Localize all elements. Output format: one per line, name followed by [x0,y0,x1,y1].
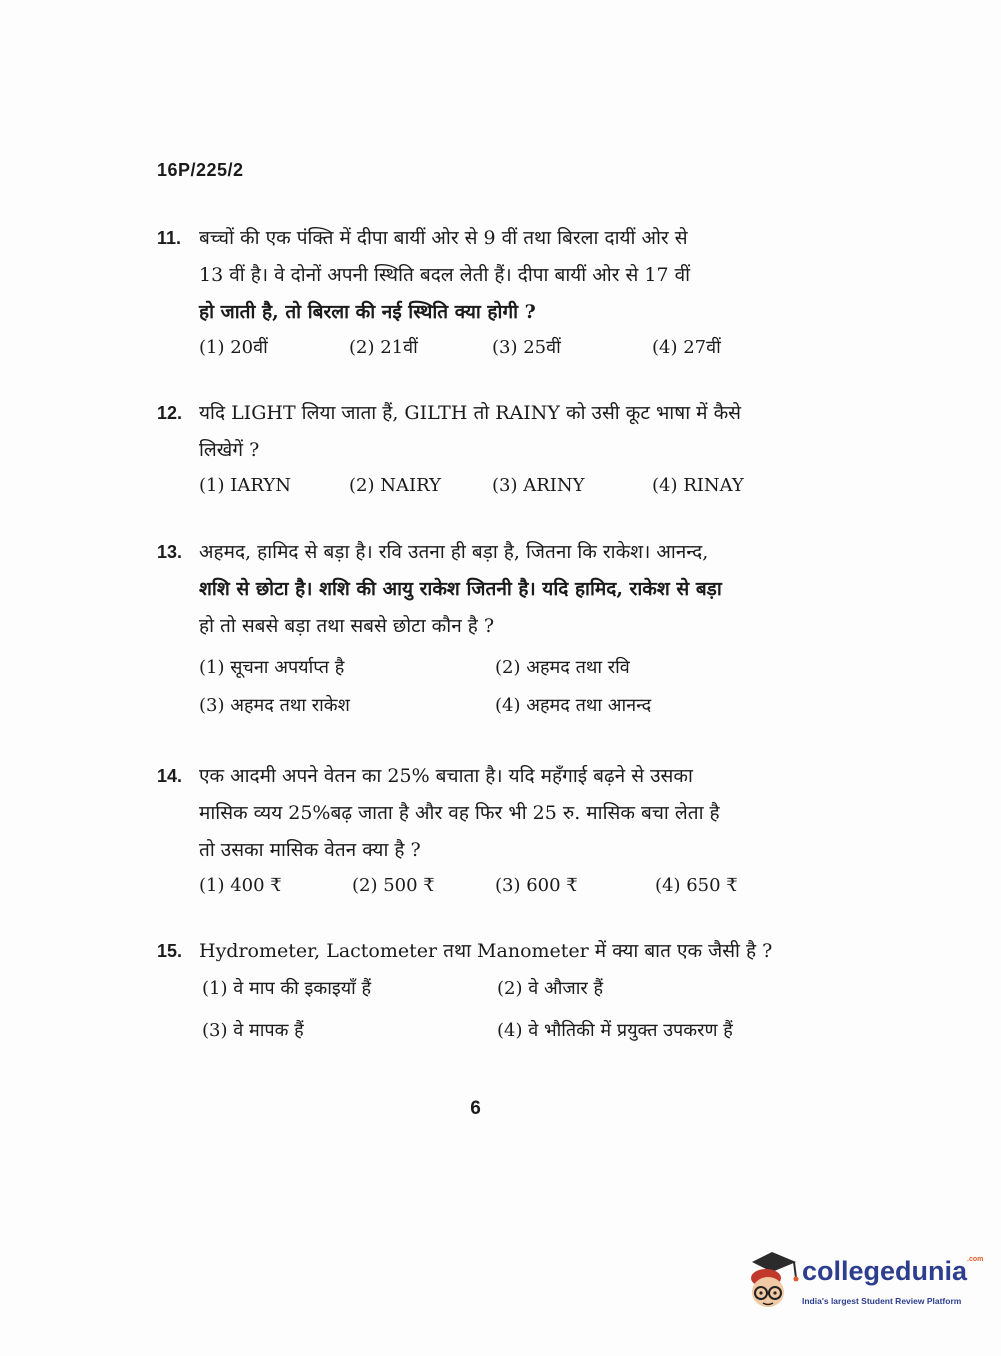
question-12 [157,395,787,513]
paper-code: 16P/225/2 [157,160,244,180]
question-number: 15. [157,941,183,961]
option-4: (4) RINAY [652,475,744,496]
question-11 [157,220,787,373]
student-mascot-icon [742,1248,800,1310]
question-text: तो उसका मासिक वेतन क्या है ? [199,839,421,861]
question-text: शशि से छोटा है। शशि की आयु राकेश जितनी है। यदि हामिद, राकेश से बड़ा [199,578,722,600]
question-14 [157,758,787,913]
logo-suffix: .com [967,1256,984,1263]
option-1: (1) IARYN [199,475,291,496]
option-2: (2) अहमद तथा रवि [495,657,630,678]
option-1: (1) सूचना अपर्याप्त है [199,657,345,678]
question-number: 13. [157,542,183,562]
question-text: हो जाती है, तो बिरला की नई स्थिति क्या होगी ? [199,301,536,323]
option-3: (3) वे मापक हैं [202,1020,304,1041]
page-number: 6 [470,1098,481,1119]
question-text: 13 वीं है। वे दोनों अपनी स्थिति बदल लेती हैं। दीपा बायीं ओर से 17 वीं [199,264,691,286]
question-text: हो तो सबसे बड़ा तथा सबसे छोटा कौन है ? [199,615,495,637]
question-13 [157,534,787,731]
question-text: एक आदमी अपने वेतन का 25% बचाता है। यदि महँगाई बढ़ने से उसका [199,765,693,787]
question-text: बच्चों की एक पंक्ति में दीपा बायीं ओर से 9 वीं तथा बिरला दायीं ओर से [199,227,688,249]
option-3: (3) 25वीं [492,337,561,358]
option-4: (4) 27वीं [652,337,721,358]
option-4: (4) वे भौतिकी में प्रयुक्त उपकरण हैं [497,1020,733,1041]
question-text: अहमद, हामिद से बड़ा है। रवि उतना ही बड़ा है, जितना कि राकेश। आनन्द, [199,541,709,563]
question-text: लिखेगें ? [199,439,260,461]
option-2: (2) 21वीं [349,337,418,358]
question-text: मासिक व्यय 25%बढ़ जाता है और वह फिर भी 25 रु. मासिक बचा लेता है [199,802,720,824]
option-1: (1) वे माप की इकाइयाँ हैं [202,978,372,999]
option-1: (1) 400 ₹ [199,875,282,896]
question-number: 12. [157,403,183,423]
option-1: (1) 20वीं [199,337,268,358]
question-number: 14. [157,766,183,786]
option-2: (2) NAIRY [349,475,441,496]
option-2: (2) 500 ₹ [352,875,435,896]
question-number: 11. [157,228,182,248]
option-3: (3) ARINY [492,475,585,496]
logo-tagline: India's largest Student Review Platform [802,1296,962,1306]
logo-name: collegedunia [802,1256,968,1286]
option-2: (2) वे औजार हैं [497,978,604,999]
option-4: (4) 650 ₹ [655,875,738,896]
option-3: (3) अहमद तथा राकेश [199,695,350,716]
collegedunia-logo [742,1248,984,1314]
question-text: Hydrometer, Lactometer तथा Manometer में क्या बात एक जैसी है ? [199,940,773,962]
question-text: यदि LIGHT लिया जाता हैं, GILTH तो RAINY को उसी कूट भाषा में कैसे [199,402,742,424]
question-15 [157,933,787,1056]
option-3: (3) 600 ₹ [495,875,578,896]
option-4: (4) अहमद तथा आनन्द [495,695,652,716]
